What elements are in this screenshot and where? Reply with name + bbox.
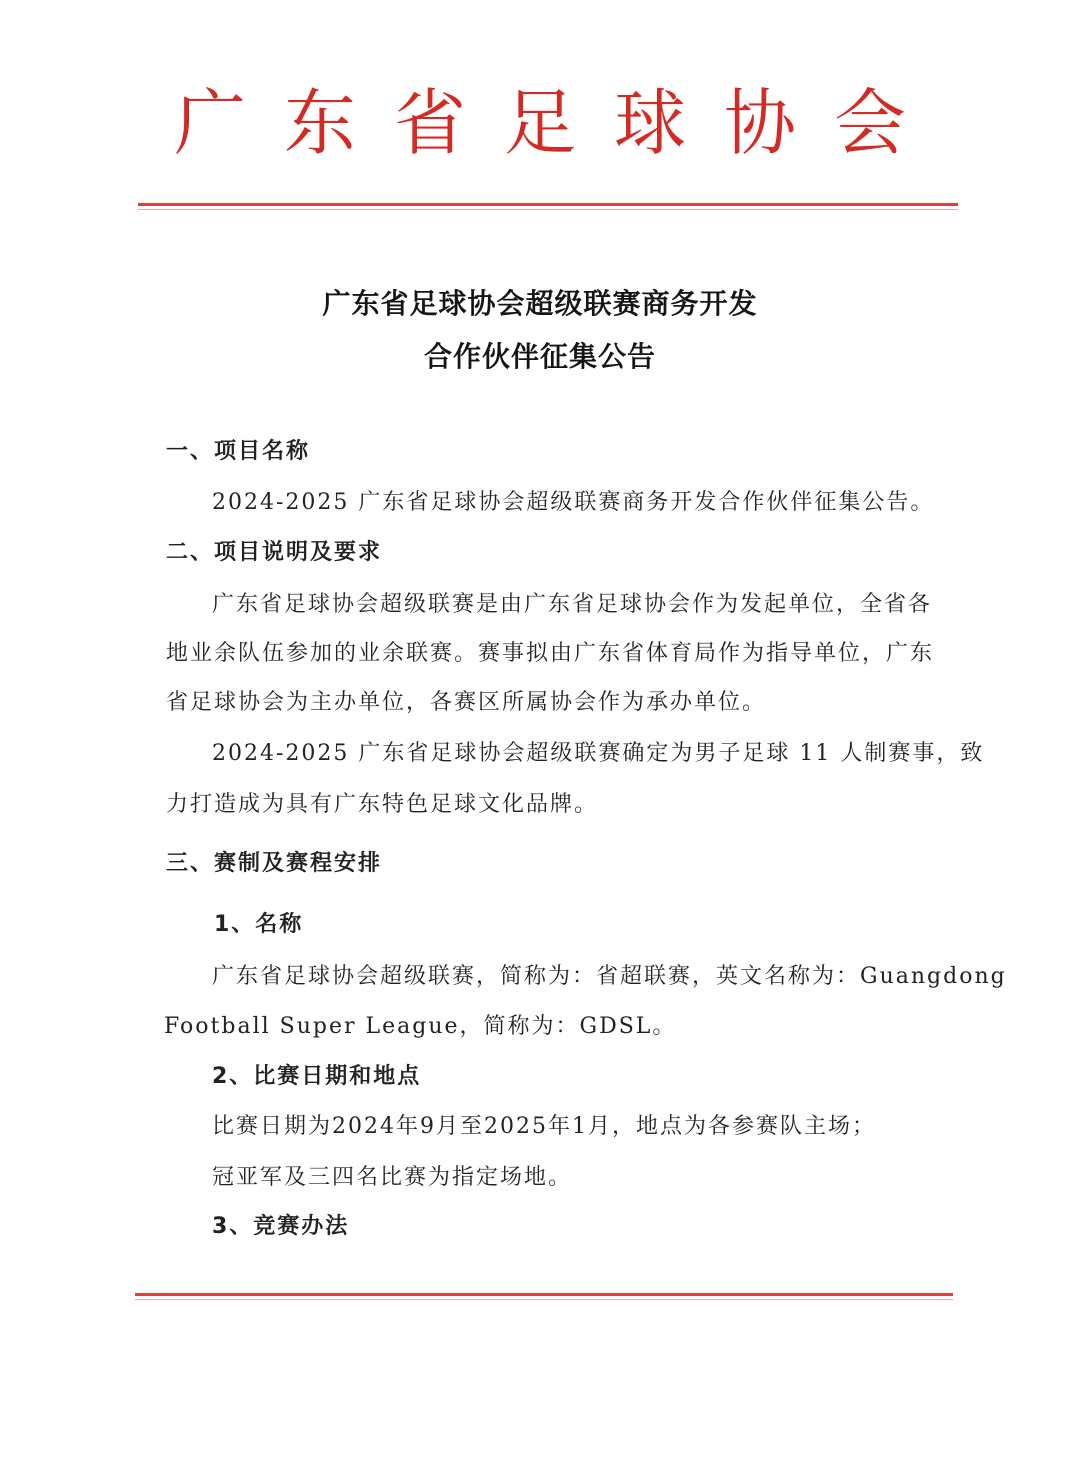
subsection-1-heading: 1、名称 xyxy=(214,912,304,937)
section-2-paragraph-1-line-3: 省足球协会为主办单位，各赛区所属协会作为承办单位。 xyxy=(166,690,767,715)
subsection-3-heading: 3、竞赛办法 xyxy=(212,1214,350,1239)
section-1-text: 2024-2025 广东省足球协会超级联赛商务开发合作伙伴征集公告。 xyxy=(212,490,935,515)
subsection-2-heading: 2、比赛日期和地点 xyxy=(212,1064,422,1089)
letterhead-red-rule xyxy=(138,203,958,206)
subsection-2-line-1: 比赛日期为2024年9月至2025年1月，地点为各参赛队主场； xyxy=(212,1114,876,1139)
footer-red-rule xyxy=(135,1293,953,1296)
section-2-paragraph-2-line-2: 力打造成为具有广东特色足球文化品牌。 xyxy=(166,792,599,817)
section-2-paragraph-1-line-1: 广东省足球协会超级联赛是由广东省足球协会作为发起单位，全省各 xyxy=(212,592,933,617)
letterhead-org-name: 广东省足球协会 xyxy=(173,81,944,165)
document-title-line-1: 广东省足球协会超级联赛商务开发 xyxy=(322,287,758,320)
section-2-heading: 二、项目说明及要求 xyxy=(166,540,383,565)
subsection-1-line-1: 广东省足球协会超级联赛，简称为：省超联赛，英文名称为：Guangdong xyxy=(212,964,1007,989)
section-3-heading: 三、赛制及赛程安排 xyxy=(166,851,383,876)
document-title-line-2: 合作伙伴征集公告 xyxy=(423,340,656,373)
section-2-paragraph-2-line-1: 2024-2025 广东省足球协会超级联赛确定为男子足球 11 人制赛事，致 xyxy=(212,741,985,766)
section-2-paragraph-1-line-2: 地业余队伍参加的业余联赛。赛事拟由广东省体育局作为指导单位，广东 xyxy=(166,641,935,666)
section-1-heading: 一、项目名称 xyxy=(166,439,311,464)
subsection-1-line-2: Football Super League，简称为：GDSL。 xyxy=(164,1014,677,1039)
subsection-2-line-2: 冠亚军及三四名比赛为指定场地。 xyxy=(212,1165,573,1190)
